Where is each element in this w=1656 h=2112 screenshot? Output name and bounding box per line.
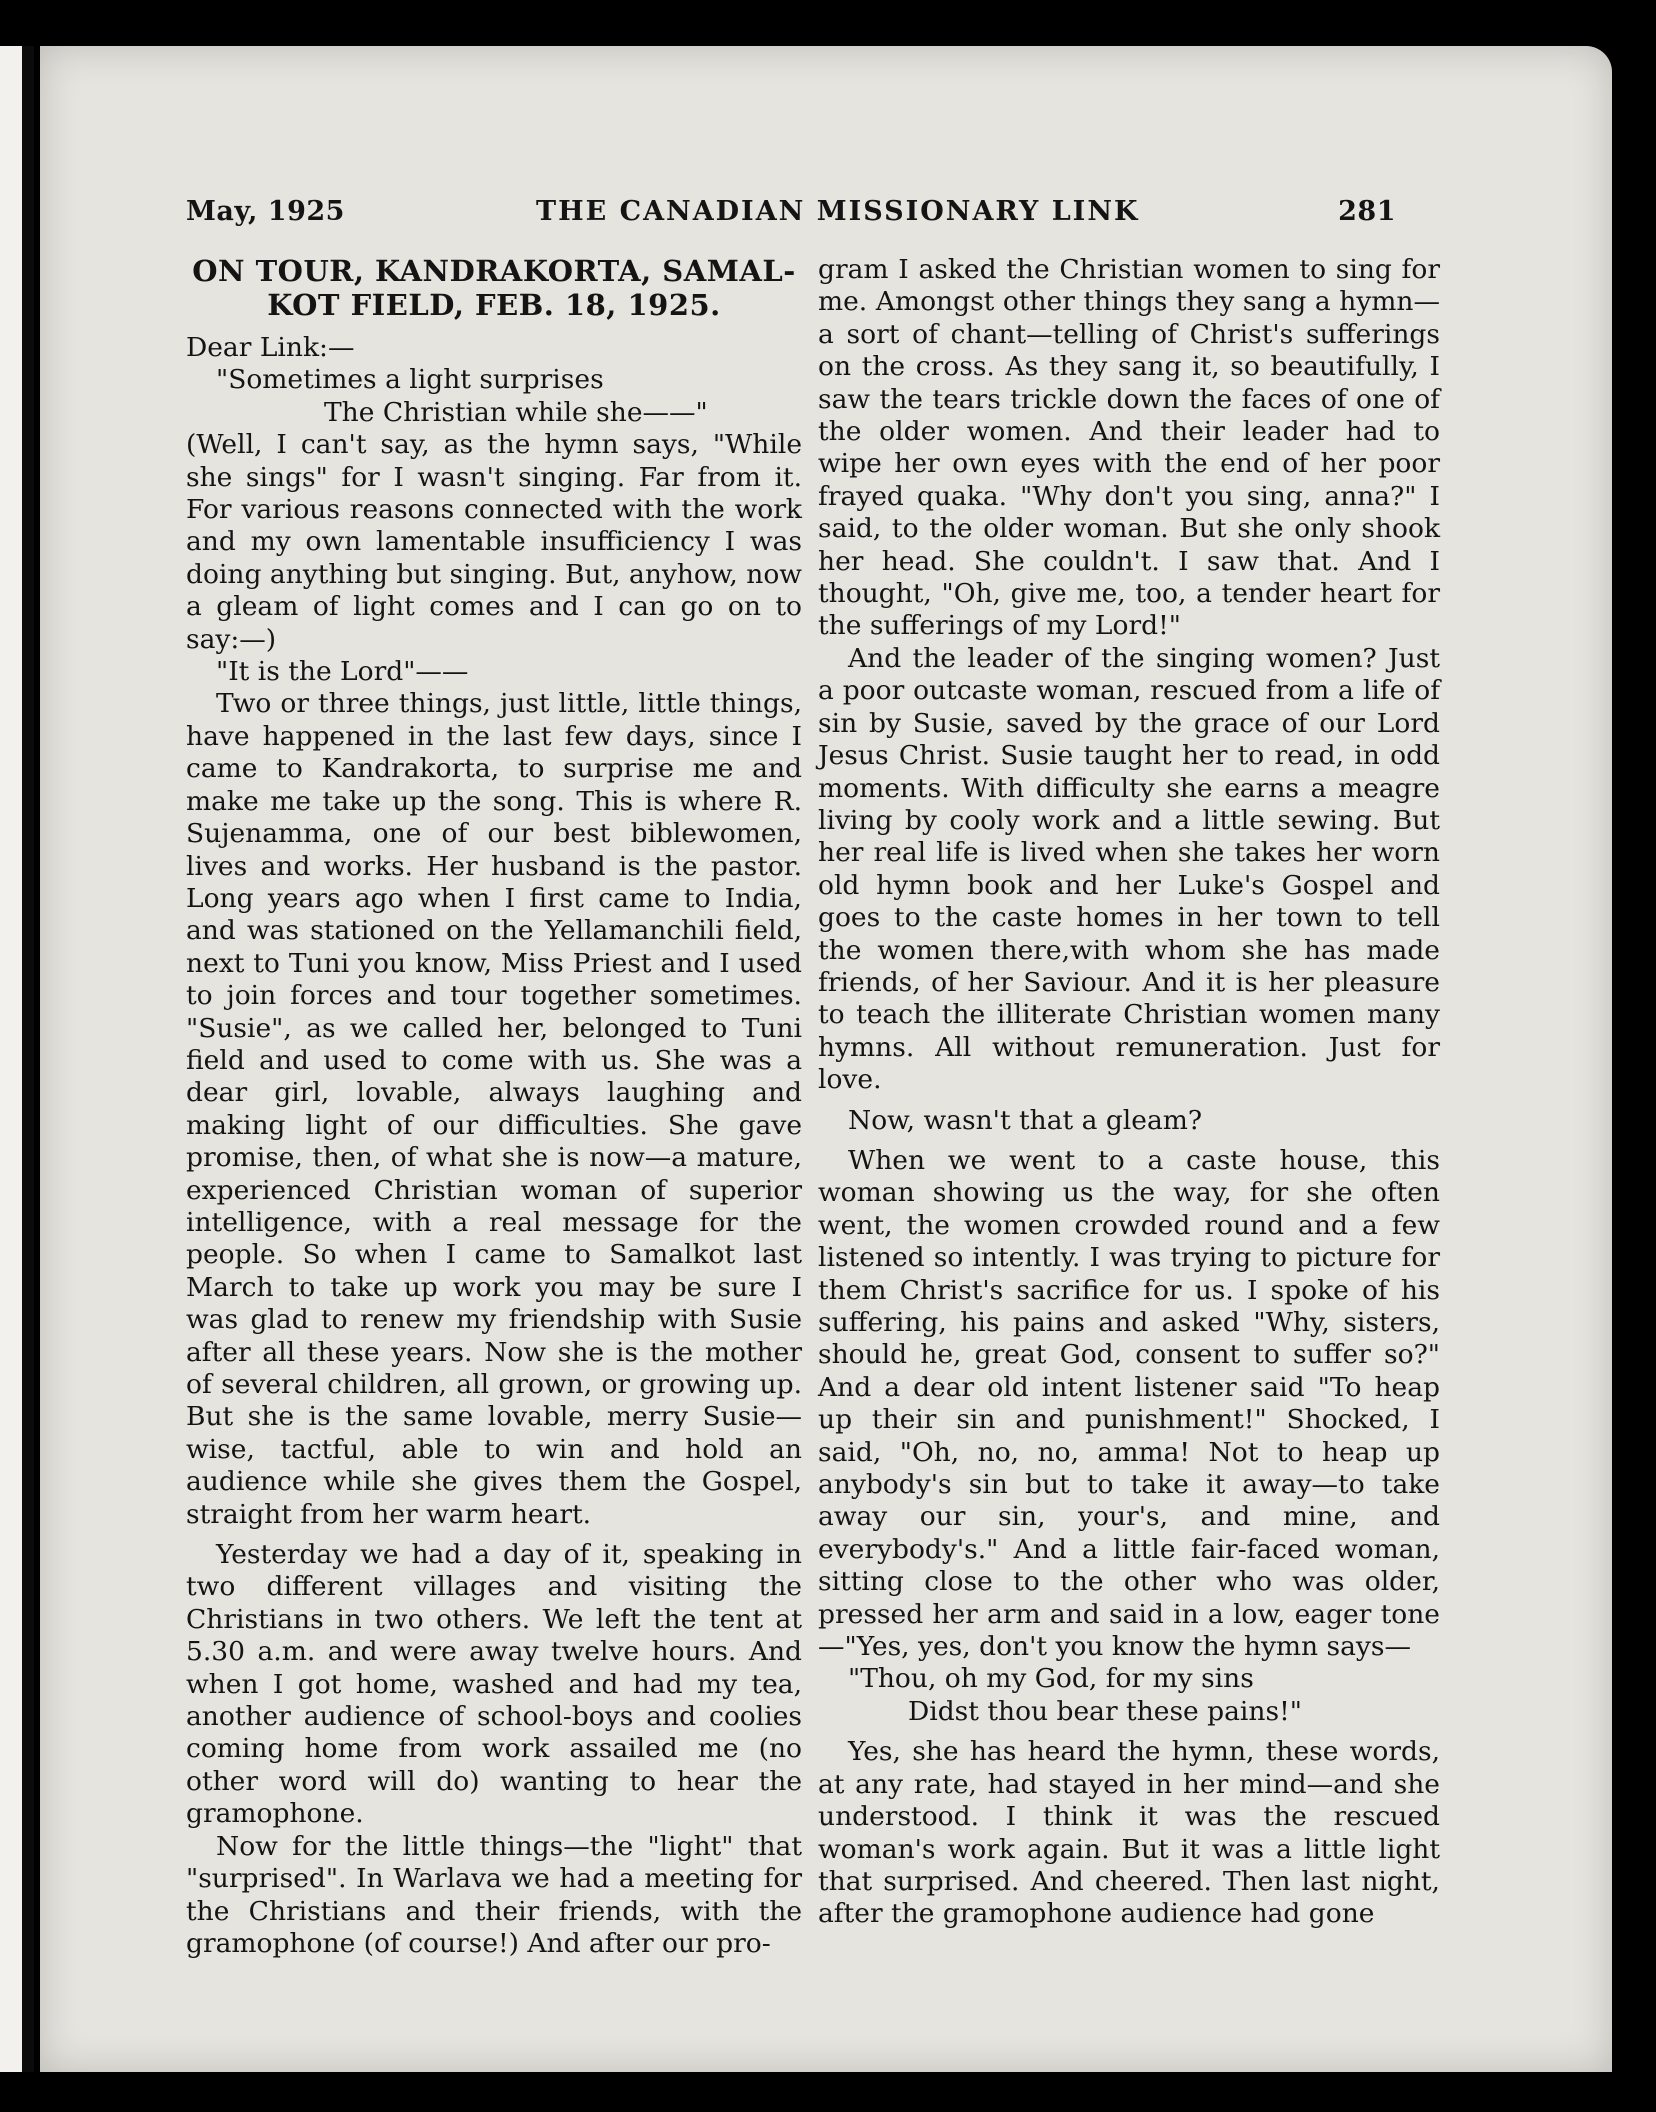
paragraph: Yesterday we had a day of it, speaking in two different villages and visiting the Christians in two others. We left the tent at 5.30 a.m. and were away twelve hours. And when I got home, washed and had my tea, another audience of school-boys and coolies coming home from work assailed me (no other word will do) wanting to hear the gramophone. [186,1539,802,1830]
article-title [186,254,802,322]
article-title-line-2: KOT FIELD, FEB. 18, 1925. [267,288,721,322]
page-number: 281 [1338,196,1396,227]
salutation: Dear Link:— [186,332,355,363]
paragraph: Now, wasn't that a gleam? [848,1104,1203,1136]
journal-title: THE CANADIAN MISSIONARY LINK [536,196,1140,227]
left-column [186,254,802,1960]
right-column [818,254,1440,1931]
paragraph: Yes, she has heard the hymn, these words, at any rate, had stayed in her mind—and she understood. I think it was the rescued woman's work again. But it was a little light that surprised. And cheered. Then last night, after the gramophone audience had gone [818,1736,1440,1930]
verse-line: Didst thou bear these pains!" [908,1695,1302,1727]
paragraph: When we went to a caste house, this woman showing us the way, for she often went, the women crowded round and a few listened so intently. I was trying to picture for them Christ's sacrifice for us. I spoke of his suffering, his pains and asked "Why, sisters, should he, great God, consent to suffer so?" And a dear old intent listener said "To heap up their sin and punishment!" Shocked, I said, "Oh, no, no, amma! Not to heap up anybody's sin but to take it away—to take away our sin, your's, and mine, and everybody's." And a little fair-faced woman, sitting close to the other who was older, pressed her arm and said in a low, eager tone—"Yes, yes, don't you know the hymn says— [818,1144,1440,1663]
verse-line: "It is the Lord"—— [216,656,469,688]
page-gutter [0,46,22,2072]
paragraph: Now for the little things—the "light" that "surprised". In Warlava we had a meeting for the Christians and their friends, with the gramophone (of course!) And after our pro- [186,1830,802,1959]
binding-edge [22,46,34,2072]
running-head [186,196,1396,236]
paragraph: Two or three things, just little, little things, have happened in the last few days, since I came to Kandrakorta, to surprise me and make me take up the song. This is where R. Sujenamma, one of our best biblewomen, lives and works. Her husband is the pastor. Long years ago when I first came to India, and was stationed on the Yellamanchili field, next to Tuni you know, Miss Priest and I used to join forces and tour together sometimes. "Susie", as we called her, belonged to Tuni field and used to come with us. She was a dear girl, lovable, always laughing and making light of our difficulties. She gave promise, then, of what she is now—a mature, experienced Christian woman of superior intelligence, with a real message for the people. So when I came to Samalkot last March to take up work you may be sure I was glad to renew my friendship with Susie after all these years. Now she is the mother of several children, all grown, or growing up. But she is the same lovable, merry Susie—wise, tactful, able to win and hold an audience while she gives them the Gospel, straight from her warm heart. [186,688,802,1530]
paragraph: And the leader of the singing women? Just a poor outcaste woman, rescued from a life of sin by Susie, saved by the grace of our Lord Jesus Christ. Susie taught her to read, in odd moments. With difficulty she earns a meagre living by cooly work and a little sewing. But her real life is lived when she takes her worn old hymn book and her Luke's Gospel and goes to the caste homes in her town to tell the women there,with whom she has made friends, of her Saviour. And it is her pleasure to teach the illiterate Christian women many hymns. All without remuneration. Just for love. [818,642,1440,1096]
verse-line: "Sometimes a light surprises [216,364,604,396]
paragraph: gram I asked the Christian women to sing for me. Amongst other things they sang a hymn—a sort of chant—telling of Christ's sufferings on the cross. As they sang it, so beautifully, I saw the tears trickle down the faces of one of the older women. And their leader had to wipe her own eyes with the end of her poor frayed quaka. "Why don't you sing, anna?" I said, to the older woman. But she only shook her head. She couldn't. I saw that. And I thought, "Oh, give me, too, a tender heart for the sufferings of my Lord!" [818,254,1440,642]
verse-line: "Thou, oh my God, for my sins [848,1663,1254,1695]
issue-date: May, 1925 [186,196,345,227]
paragraph: (Well, I can't say, as the hymn says, "While she sings" for I wasn't singing. Far from it. For various reasons connected with the work and my own lamentable insufficiency I was doing anything but singing. But, anyhow, now a gleam of light comes and I can go on to say:—) [186,429,802,655]
article-title-line-1: ON TOUR, KANDRAKORTA, SAMAL- [192,254,796,288]
verse-line: The Christian while she——" [324,396,708,428]
